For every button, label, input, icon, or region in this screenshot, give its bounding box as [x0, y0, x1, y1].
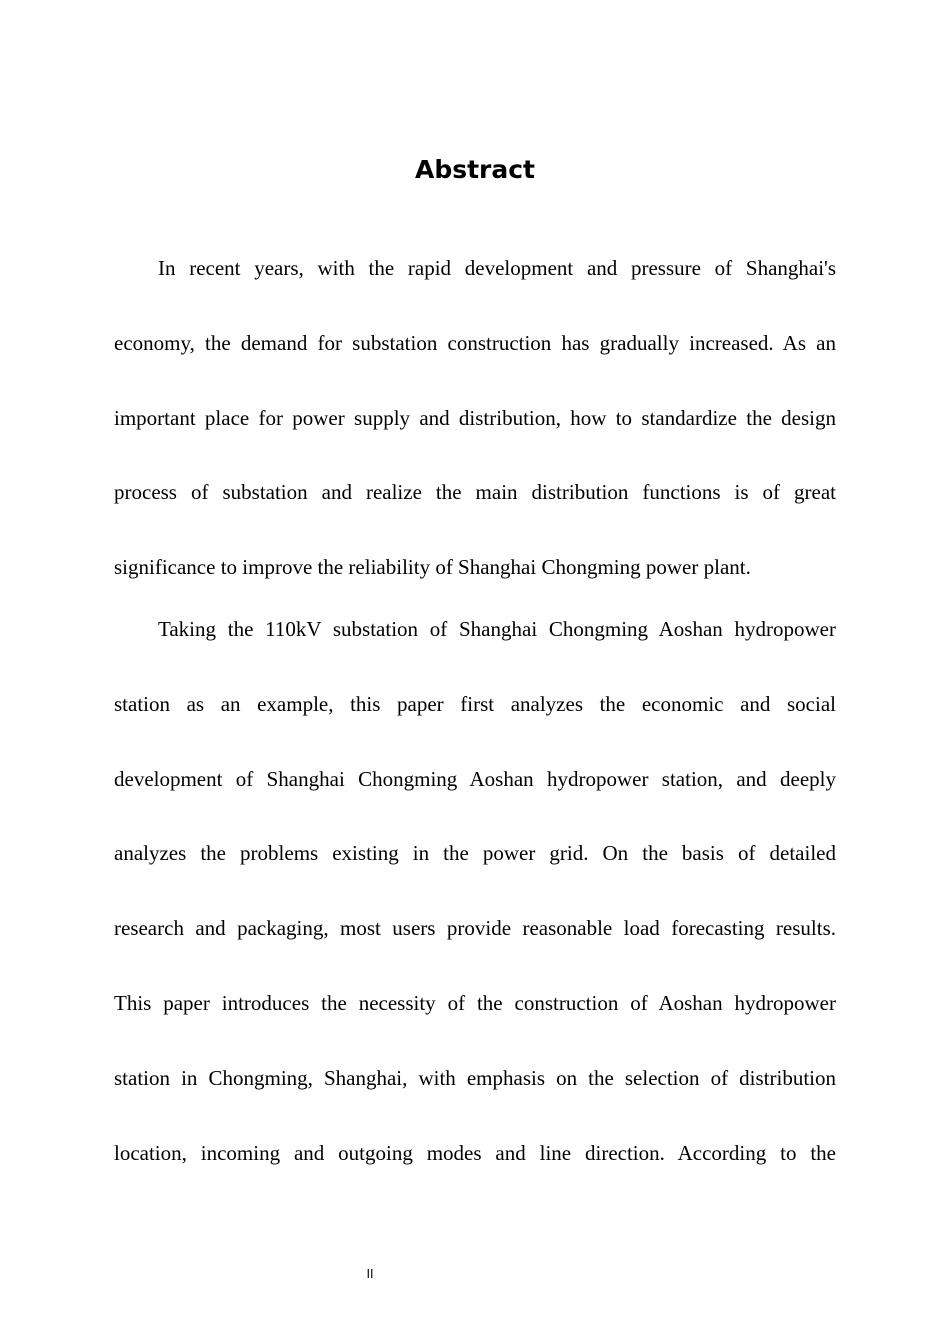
- text-line: In recent years, with the rapid development and pressure of Shanghai's: [158, 256, 836, 280]
- text-line: Taking the 110kV substation of Shanghai Chongming Aoshan hydropower: [158, 617, 836, 641]
- text-line: station in Chongming, Shanghai, with emphasis on the selection of distribution: [114, 1065, 836, 1090]
- text-line: significance to improve the reliability of Shanghai Chongming power plant.: [114, 555, 751, 580]
- text-line: analyzes the problems existing in the power grid. On the basis of detailed: [114, 841, 836, 866]
- text-line: economy, the demand for substation construction has gradually increased. As an: [114, 330, 836, 355]
- text-line: important place for power supply and distribution, how to standardize the design: [114, 405, 836, 430]
- abstract-title: Abstract: [414, 155, 536, 184]
- abstract-paragraph-2: [114, 592, 836, 1190]
- text-line: station as an example, this paper first analyzes the economic and social: [114, 691, 836, 716]
- text-line: development of Shanghai Chongming Aoshan hydropower station, and deeply: [114, 766, 836, 791]
- text-line: process of substation and realize the main distribution functions is of great: [114, 480, 836, 505]
- abstract-paragraph-1: [114, 231, 836, 605]
- text-line: This paper introduces the necessity of the construction of Aoshan hydropower: [114, 990, 836, 1015]
- text-line: location, incoming and outgoing modes and line direction. According to the: [114, 1140, 836, 1165]
- page-number: II: [366, 1267, 374, 1281]
- text-line: research and packaging, most users provide reasonable load forecasting results.: [114, 916, 836, 941]
